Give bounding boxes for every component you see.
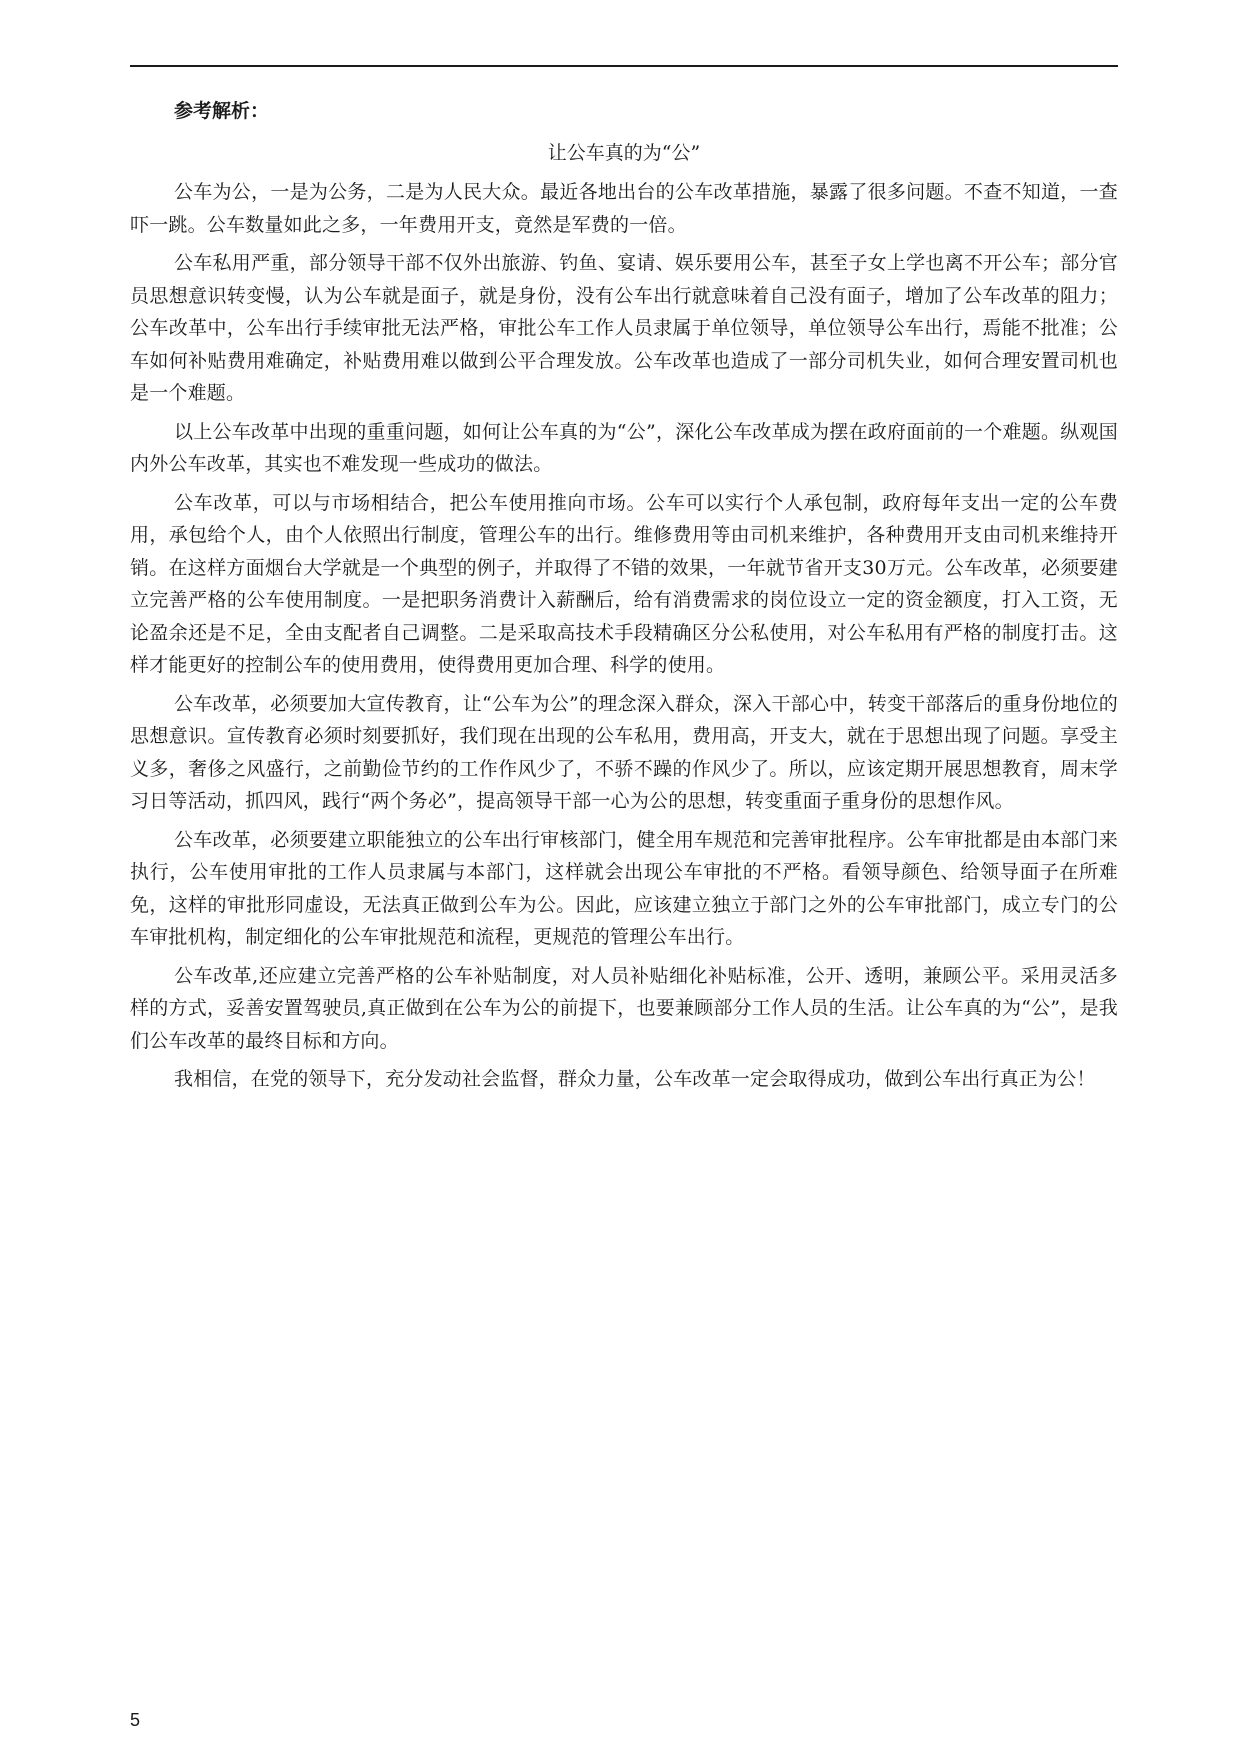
paragraph-8: 我相信，在党的领导下，充分发动社会监督，群众力量，公车改革一定会取得成功，做到公车出行真正为公！ bbox=[174, 1068, 1096, 1090]
paragraph-6: 公车改革，必须要建立职能独立的公车出行审核部门，健全用车规范和完善审批程序。公车审批都是由本部门来执行，公车使用审批的工作人员隶属与本部门，这样就会出现公车审批的不严格。看领导颜色、给领导面子在所难免，这样的审批形同虚设，无法真正做到公车为公。因此，应该建立独立于部门之外的公车审批部门，成立专门的公车审批机构，制定细化的公车审批规范和流程，更规范的管理公车出行。 bbox=[130, 828, 1118, 948]
paragraph-4: 公车改革，可以与市场相结合，把公车使用推向市场。公车可以实行个人承包制，政府每年支出一定的公车费用，承包给个人，由个人依照出行制度，管理公车的出行。维修费用等由司机来维护，各种费用开支由司机来维持开销。在这样方面烟台大学就是一个典型的例子，并取得了不错的效果，一年就节省开支30万元。公车改革，必须要建立完善严格的公车使用制度。一是把职务消费计入薪酬后，给有消费需求的岗位设立一定的资金额度，打入工资，无论盈余还是不足，全由支配者自己调整。二是采取高技术手段精确区分公私使用，对公车私用有严格的制度打击。这样才能更好的控制公车的使用费用，使得费用更加合理、科学的使用。 bbox=[130, 491, 1118, 676]
paragraph-5: 公车改革，必须要加大宣传教育，让“公车为公”的理念深入群众，深入干部心中，转变干部落后的重身份地位的思想意识。宣传教育必须时刻要抓好，我们现在出现的公车私用，费用高，开支大，就在于思想出现了问题。享受主义多，奢侈之风盛行，之前勤俭节约的工作作风少了，不骄不躁的作风少了。所以，应该定期开展思想教育，周末学习日等活动，抓四风，践行“两个务必”，提高领导干部一心为公的思想，转变重面子重身份的思想作风。 bbox=[130, 692, 1118, 812]
paragraph-7: 公车改革,还应建立完善严格的公车补贴制度，对人员补贴细化补贴标准，公开、透明，兼顾公平。采用灵活多样的方式，妥善安置驾驶员,真正做到在公车为公的前提下，也要兼顾部分工作人员的生活。让公车真的为“公”，是我们公车改革的最终目标和方向。 bbox=[130, 964, 1118, 1052]
section-heading: 参考解析： bbox=[174, 100, 270, 122]
paragraph-1: 公车为公，一是为公务，二是为人民大众。最近各地出台的公车改革措施，暴露了很多问题。不查不知道，一查吓一跳。公车数量如此之多，一年费用开支，竟然是军费的一倍。 bbox=[130, 181, 1118, 236]
paragraph-3: 以上公车改革中出现的重重问题，如何让公车真的为“公”，深化公车改革成为摆在政府面前的一个难题。纵观国内外公车改革，其实也不难发现一些成功的做法。 bbox=[130, 420, 1118, 475]
essay-title: 让公车真的为“公” bbox=[547, 142, 701, 164]
header-rule bbox=[130, 65, 1118, 67]
document-body bbox=[130, 94, 1118, 1102]
paragraph-2: 公车私用严重，部分领导干部不仅外出旅游、钓鱼、宴请、娱乐要用公车，甚至子女上学也离不开公车；部分官员思想意识转变慢，认为公车就是面子，就是身份，没有公车出行就意味着自己没有面子，增加了公车改革的阻力；公车改革中，公车出行手续审批无法严格，审批公车工作人员隶属于单位领导，单位领导公车出行，焉能不批准；公车如何补贴费用难确定，补贴费用难以做到公平合理发放。公车改革也造成了一部分司机失业，如何合理安置司机也是一个难题。 bbox=[130, 252, 1118, 404]
page-number: 5 bbox=[130, 1710, 141, 1730]
